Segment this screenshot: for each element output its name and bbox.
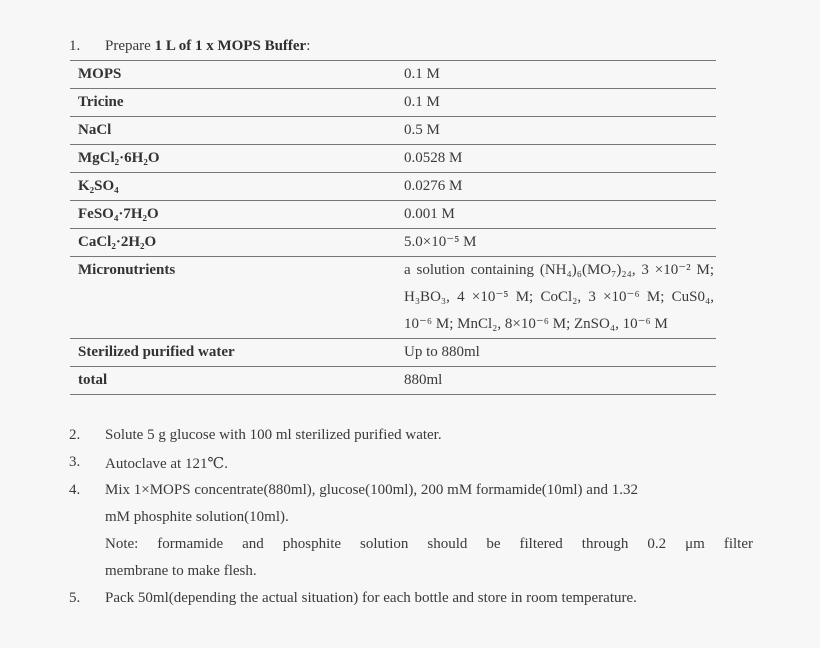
table-row [70, 173, 716, 201]
reagent-name: MOPS [70, 61, 404, 89]
step-number: 3. [69, 454, 81, 470]
table-row [70, 201, 716, 229]
table-row [70, 339, 716, 367]
reagent-concentration: a solution containing (NH₄)₆(MO₇)₂₄, 3 ×10⁻² M; H₃BO₃, 4 ×10⁻⁵ M; CoCl₂, 3 ×10⁻⁶ M; CuS0₄, 10⁻⁶ M; MnCl₂, 8×10⁻⁶ M; ZnSO₄, 10⁻⁶ M [404, 257, 716, 339]
reagent-concentration: 5.0×10⁻⁵ M [404, 229, 716, 257]
table-row [70, 145, 716, 173]
reagent-name: CaCl₂·2H₂O [70, 229, 404, 257]
step-number: 5. [69, 590, 81, 606]
step-text: Autoclave at 121℃. [105, 456, 228, 472]
step-number: 4. [69, 482, 81, 498]
step-number: 2. [69, 427, 81, 443]
reagent-concentration: 0.1 M [404, 61, 716, 89]
reagent-concentration: 0.5 M [404, 117, 716, 145]
reagent-name: Sterilized purified water [70, 339, 404, 367]
step-text: Solute 5 g glucose with 100 ml sterilized purified water. [105, 427, 442, 443]
reagent-name: total [70, 367, 404, 395]
step-4-continuation: mM phosphite solution(10ml). [105, 509, 289, 525]
reagent-concentration: 880ml [404, 367, 716, 395]
table-row [70, 229, 716, 257]
step-4-note-continuation: membrane to make flesh. [105, 563, 257, 579]
step-number: 1. [69, 38, 81, 54]
reagent-concentration: 0.1 M [404, 89, 716, 117]
buffer-title: 1 L of 1 x MOPS Buffer [154, 38, 307, 54]
reagent-name: Micronutrients [70, 257, 404, 339]
reagent-concentration: 0.001 M [404, 201, 716, 229]
reagent-name: FeSO₄·7H₂O [70, 201, 404, 229]
step-text: Prepare 1 L of 1 x MOPS Buffer: [105, 38, 311, 54]
mops-buffer-table [70, 60, 716, 395]
table-row [70, 61, 716, 89]
step-text: Pack 50ml(depending the actual situation) for each bottle and store in room temperature. [105, 590, 637, 606]
reagent-concentration: 0.0276 M [404, 173, 716, 201]
table-row [70, 257, 716, 339]
step-text: Mix 1×MOPS concentrate(880ml), glucose(100ml), 200 mM formamide(10ml) and 1.32 [105, 482, 638, 498]
table-row [70, 89, 716, 117]
reagent-name: MgCl₂·6H₂O [70, 145, 404, 173]
table-row [70, 367, 716, 395]
table-row [70, 117, 716, 145]
reagent-name: K₂SO₄ [70, 173, 404, 201]
reagent-concentration: 0.0528 M [404, 145, 716, 173]
reagent-name: Tricine [70, 89, 404, 117]
reagent-concentration: Up to 880ml [404, 339, 716, 367]
step-4-note: Note: formamide and phosphite solution should be filtered through 0.2 μm filter [105, 536, 753, 552]
reagent-name: NaCl [70, 117, 404, 145]
